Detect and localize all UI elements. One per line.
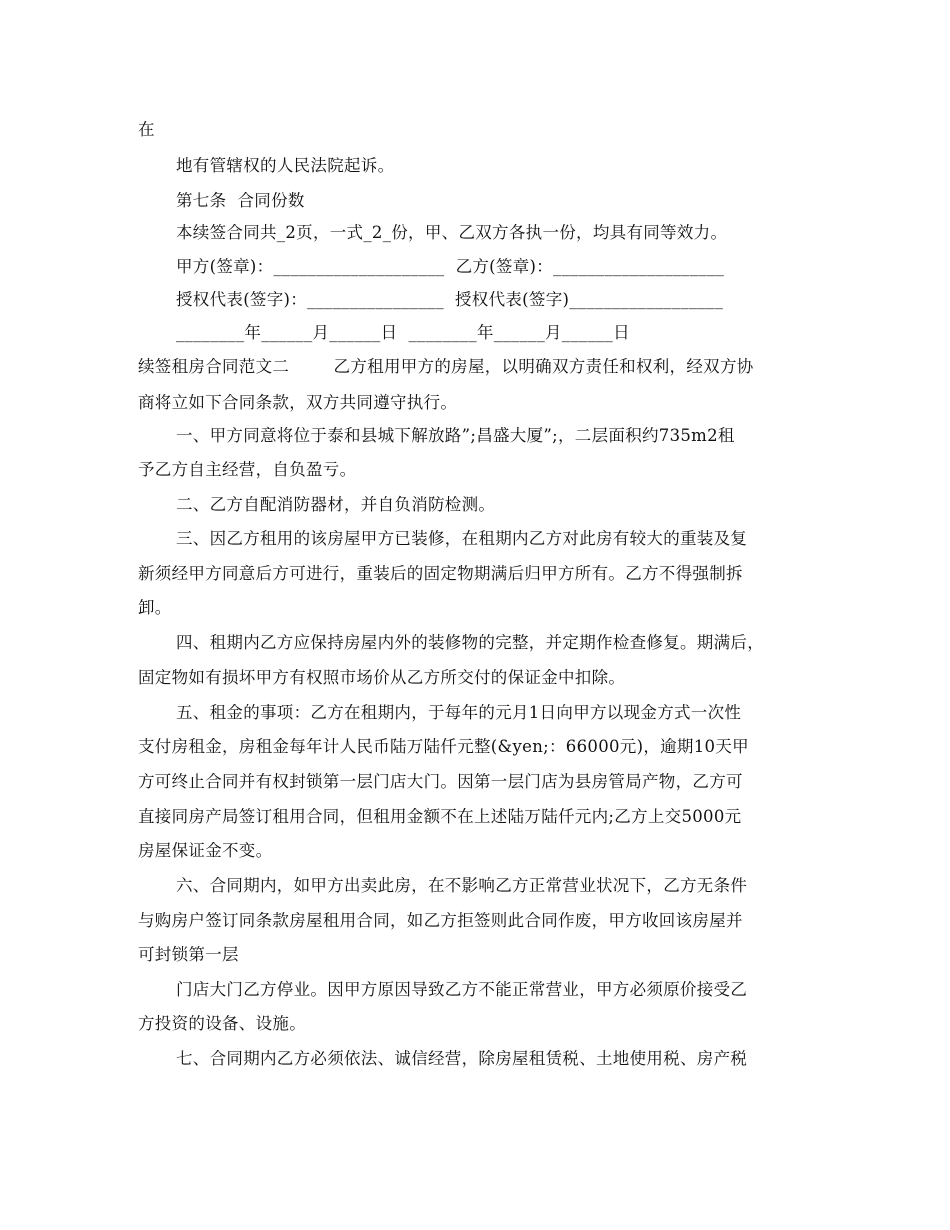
section-heading: 第七条 合同份数	[176, 191, 305, 210]
text-line: 予乙方自主经营，自负盈亏。	[138, 460, 357, 479]
signature-line-representative: 授权代表(签字)：________________ 授权代表(签字)__________________	[176, 290, 724, 309]
date-line: ________年______月______日 ________年______月______日	[176, 323, 630, 342]
text-line: 可封锁第一层	[138, 945, 239, 964]
text-line: 方可终止合同并有权封锁第一层门店大门。因第一层门店为县房管局产物，乙方可	[138, 772, 743, 791]
signature-line-party-seal: 甲方(签章)：____________________ 乙方(签章)：____________________	[176, 257, 725, 276]
text-line: 固定物如有损坏甲方有权照市场价从乙方所交付的保证金中扣除。	[138, 668, 626, 687]
text-line: 在	[138, 120, 155, 139]
text-line: 地有管辖权的人民法院起诉。	[176, 156, 395, 175]
text-line: 支付房租金，房租金每年计人民币陆万陆仟元整(&yen;：66000元)，逾期10天甲	[138, 737, 749, 756]
text-line: 新须经甲方同意后方可进行，重装后的固定物期满后归甲方所有。乙方不得强制拆	[138, 564, 743, 583]
text-line: 三、因乙方租用的该房屋甲方已装修，在租期内乙方对此房有较大的重装及复	[176, 529, 748, 548]
text-line: 本续签合同共_2页，一式_2_份，甲、乙双方各执一份，均具有同等效力。	[176, 223, 728, 242]
text-line: 与购房户签订同条款房屋租用合同，如乙方拒签则此合同作废，甲方收回该房屋并	[138, 911, 743, 930]
text-line: 直接同房产局签订租用合同，但租用金额不在上述陆万陆仟元内;乙方上交5000元	[138, 807, 742, 826]
text-line: 二、乙方自配消防器材，并自负消防检测。	[176, 495, 496, 514]
text-line: 七、合同期内乙方必须依法、诚信经营，除房屋租赁税、土地使用税、房产税	[176, 1049, 748, 1068]
text-line: 卸。	[138, 598, 172, 617]
text-line: 房屋保证金不变。	[138, 841, 273, 860]
text-line: 门店大门乙方停业。因甲方原因导致乙方不能正常营业，甲方必须原价接受乙	[176, 980, 748, 999]
text-line: 四、租期内乙方应保持房屋内外的装修物的完整，并定期作检查修复。期满后，	[176, 633, 764, 652]
text-line: 六、合同期内，如甲方出卖此房，在不影响乙方正常营业状况下，乙方无条件	[176, 876, 748, 895]
text-line: 一、甲方同意将位于泰和县城下解放路”;昌盛大厦”;，二层面积约735m2租	[176, 426, 735, 445]
text-line: 商将立如下合同条款，双方共同遵守执行。	[138, 393, 458, 412]
text-line: 续签租房合同范文二 乙方租用甲方的房屋，以明确双方责任和权利，经双方协	[138, 357, 754, 376]
text-line: 五、租金的事项：乙方在租期内，于每年的元月1日向甲方以现金方式一次性	[176, 703, 742, 722]
text-line: 方投资的设备、设施。	[138, 1014, 306, 1033]
